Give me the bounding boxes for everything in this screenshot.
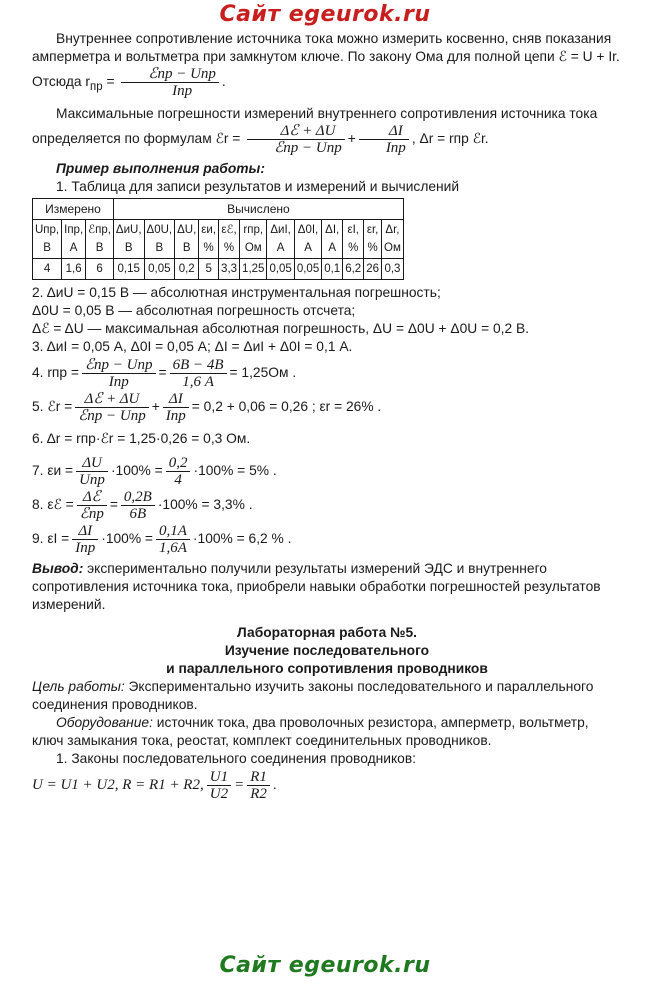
intro-paragraph-1: Внутреннее сопротивление источника тока можно измерить косвенно, сняв показания амперметра и вольтметра при замкнутом ключе. По закону Ома для полной цепи ℰ = U + Ir. Отсюда $r_{пр}$ = $\frac{\text{ℰпр − Uпр}}{\text{Iпр}}$ . xyxy=(32,31,620,99)
intro-paragraph-2: Максимальные погрешности измерений внутреннего сопротивления источника тока определяется по формулам ℰr = $\frac{\text{Δℰ + ΔU}}{\text{ℰпр − Uпр}}$ + $\frac{\Delta I}{\text{Iпр}}$ , Δr = rпр ℰr. xyxy=(32,106,598,156)
table-value-cell: 0,05 xyxy=(144,259,175,280)
table-value-cell: 1,6 xyxy=(62,259,86,280)
goal-label: Цель работы: xyxy=(32,679,125,694)
site-watermark-top: Сайт egeurok.ru xyxy=(219,2,431,27)
step-7: 7. εи = $\frac{\Delta U}{\text{Uпр}}$ ·100% = $\frac{0,2}{4}$ ·100% = 5% . xyxy=(32,454,277,488)
step-3: 3. ΔиI = 0,05 А, Δ0I = 0,05 А; ΔI = ΔиI + Δ0I = 0,1 А. xyxy=(32,339,353,354)
table-value-cell: 0,3 xyxy=(382,259,404,280)
fraction-error-1: $\frac{\text{Δℰ + ΔU}}{\text{ℰпр − Uпр}}$ xyxy=(247,123,345,156)
table-value-cell: 0,1 xyxy=(322,259,343,280)
conclusion-label: Вывод: xyxy=(32,561,84,576)
table-header-cell: ΔI, А xyxy=(322,220,343,259)
table-value-cell: 6,2 xyxy=(343,259,364,280)
table-value-cell: 26 xyxy=(364,259,382,280)
table-caption: 1. Таблица для записи результатов и измерений и вычислений xyxy=(56,179,460,194)
table-value-cell: 1,25 xyxy=(240,259,267,280)
step-4: 4. rпр = $\frac{\text{ℰпр − Uпр}}{\text{Iпр}}$ = $\frac{6В - 4В}{1,6 А}$ = 1,25Ом . xyxy=(32,356,297,390)
table-header-cell: Iпр, А xyxy=(62,220,86,259)
step-6: 6. Δr = rпр·ℰr = 1,25·0,26 = 0,3 Ом. xyxy=(32,431,251,446)
step-8: 8. εℰ = $\frac{\text{Δℰ}}{\text{ℰпр}}$ = $\frac{0,2В}{6В}$ ·100% = 3,3% . xyxy=(32,488,253,522)
equipment-label: Оборудование: xyxy=(56,715,153,730)
table-value-cell: 6 xyxy=(86,259,114,280)
step-2c: Δℰ = ΔU — максимальная абсолютная погрешность, ΔU = Δ0U + Δ0U = 0,2 В. xyxy=(32,321,530,336)
table-header-cell: Δ0I, А xyxy=(294,220,321,259)
step-2a: 2. ΔиU = 0,15 В — абсолютная инструментальная погрешность; xyxy=(32,285,441,300)
table-header-cell: Uпр, В xyxy=(33,220,62,259)
table-value-cell: 0,2 xyxy=(175,259,199,280)
results-table xyxy=(32,198,404,280)
lab5-title-1: Лабораторная работа №5. xyxy=(237,625,417,640)
table-header-cell: ΔиU, В xyxy=(113,220,144,259)
table-header-row xyxy=(33,220,404,259)
table-value-cell: 4 xyxy=(33,259,62,280)
lab5-title-3: и параллельного сопротивления проводников xyxy=(166,661,488,676)
table-value-cell: 0,05 xyxy=(267,259,294,280)
table-group-row xyxy=(33,199,404,220)
group-computed: Вычислено xyxy=(113,199,403,220)
document-body xyxy=(32,30,622,802)
group-measured: Измерено xyxy=(33,199,114,220)
lab5-equipment: Оборудование: источник тока, два проволочных резистора, амперметр, вольтметр, ключ замыкания тока, реостат, комплект соединительных проводников. xyxy=(32,715,589,748)
step-5: 5. ℰr = $\frac{\text{Δℰ + ΔU}}{\text{ℰпр − Uпр}}$ + $\frac{\Delta I}{\text{Iпр}}$ = 0,2 + 0,06 = 0,26 ; εr = 26% . xyxy=(32,390,382,424)
lab5-goal: Цель работы: Экспериментально изучить законы последовательного и параллельного соединения проводников. xyxy=(32,679,594,712)
table-value-cell: 0,05 xyxy=(294,259,321,280)
table-header-cell: Δr, Ом xyxy=(382,220,404,259)
law-title: 1. Законы последовательного соединения проводников: xyxy=(56,751,416,766)
table-header-cell: Δ0U, В xyxy=(144,220,175,259)
table-header-cell: rпр, Ом xyxy=(240,220,267,259)
table-header-cell: εr, % xyxy=(364,220,382,259)
fraction-error-2: $\frac{\Delta I}{\text{Iпр}}$ xyxy=(359,123,409,156)
lab5-title-2: Изучение последовательного xyxy=(224,643,430,658)
fraction-r-pr: $\frac{\text{ℰпр − Uпр}}{\text{Iпр}}$ xyxy=(121,66,219,99)
table-header-cell: εи, % xyxy=(199,220,219,259)
table-header-cell: ΔиI, А xyxy=(267,220,294,259)
table-value-cell: 3,3 xyxy=(219,259,240,280)
table-header-cell: εℰ, % xyxy=(219,220,240,259)
law-formula: U = U1 + U2, R = R1 + R2, $\frac{U1}{U2}$ = $\frac{R1}{R2}$ . xyxy=(32,768,277,802)
example-title: Пример выполнения работы: xyxy=(56,161,265,176)
site-watermark-bottom: Сайт egeurok.ru xyxy=(219,953,431,978)
table-header-cell: ΔU, В xyxy=(175,220,199,259)
table-value-cell: 0,15 xyxy=(113,259,144,280)
step-2b: Δ0U = 0,05 В — абсолютная погрешность отсчета; xyxy=(32,303,356,318)
table-values-row xyxy=(33,259,404,280)
step-9: 9. εI = $\frac{\Delta I}{\text{Iпр}}$ ·100% = $\frac{0,1А}{1,6А}$ ·100% = 6,2 % . xyxy=(32,522,292,556)
table-header-cell: ℰпр, В xyxy=(86,220,114,259)
table-header-cell: εI, % xyxy=(343,220,364,259)
conclusion: Вывод: экспериментально получили результаты измерений ЭДС и внутреннего сопротивления источника тока, приобрели навыки обработки погрешностей результатов измерений. xyxy=(32,561,601,612)
table-value-cell: 5 xyxy=(199,259,219,280)
